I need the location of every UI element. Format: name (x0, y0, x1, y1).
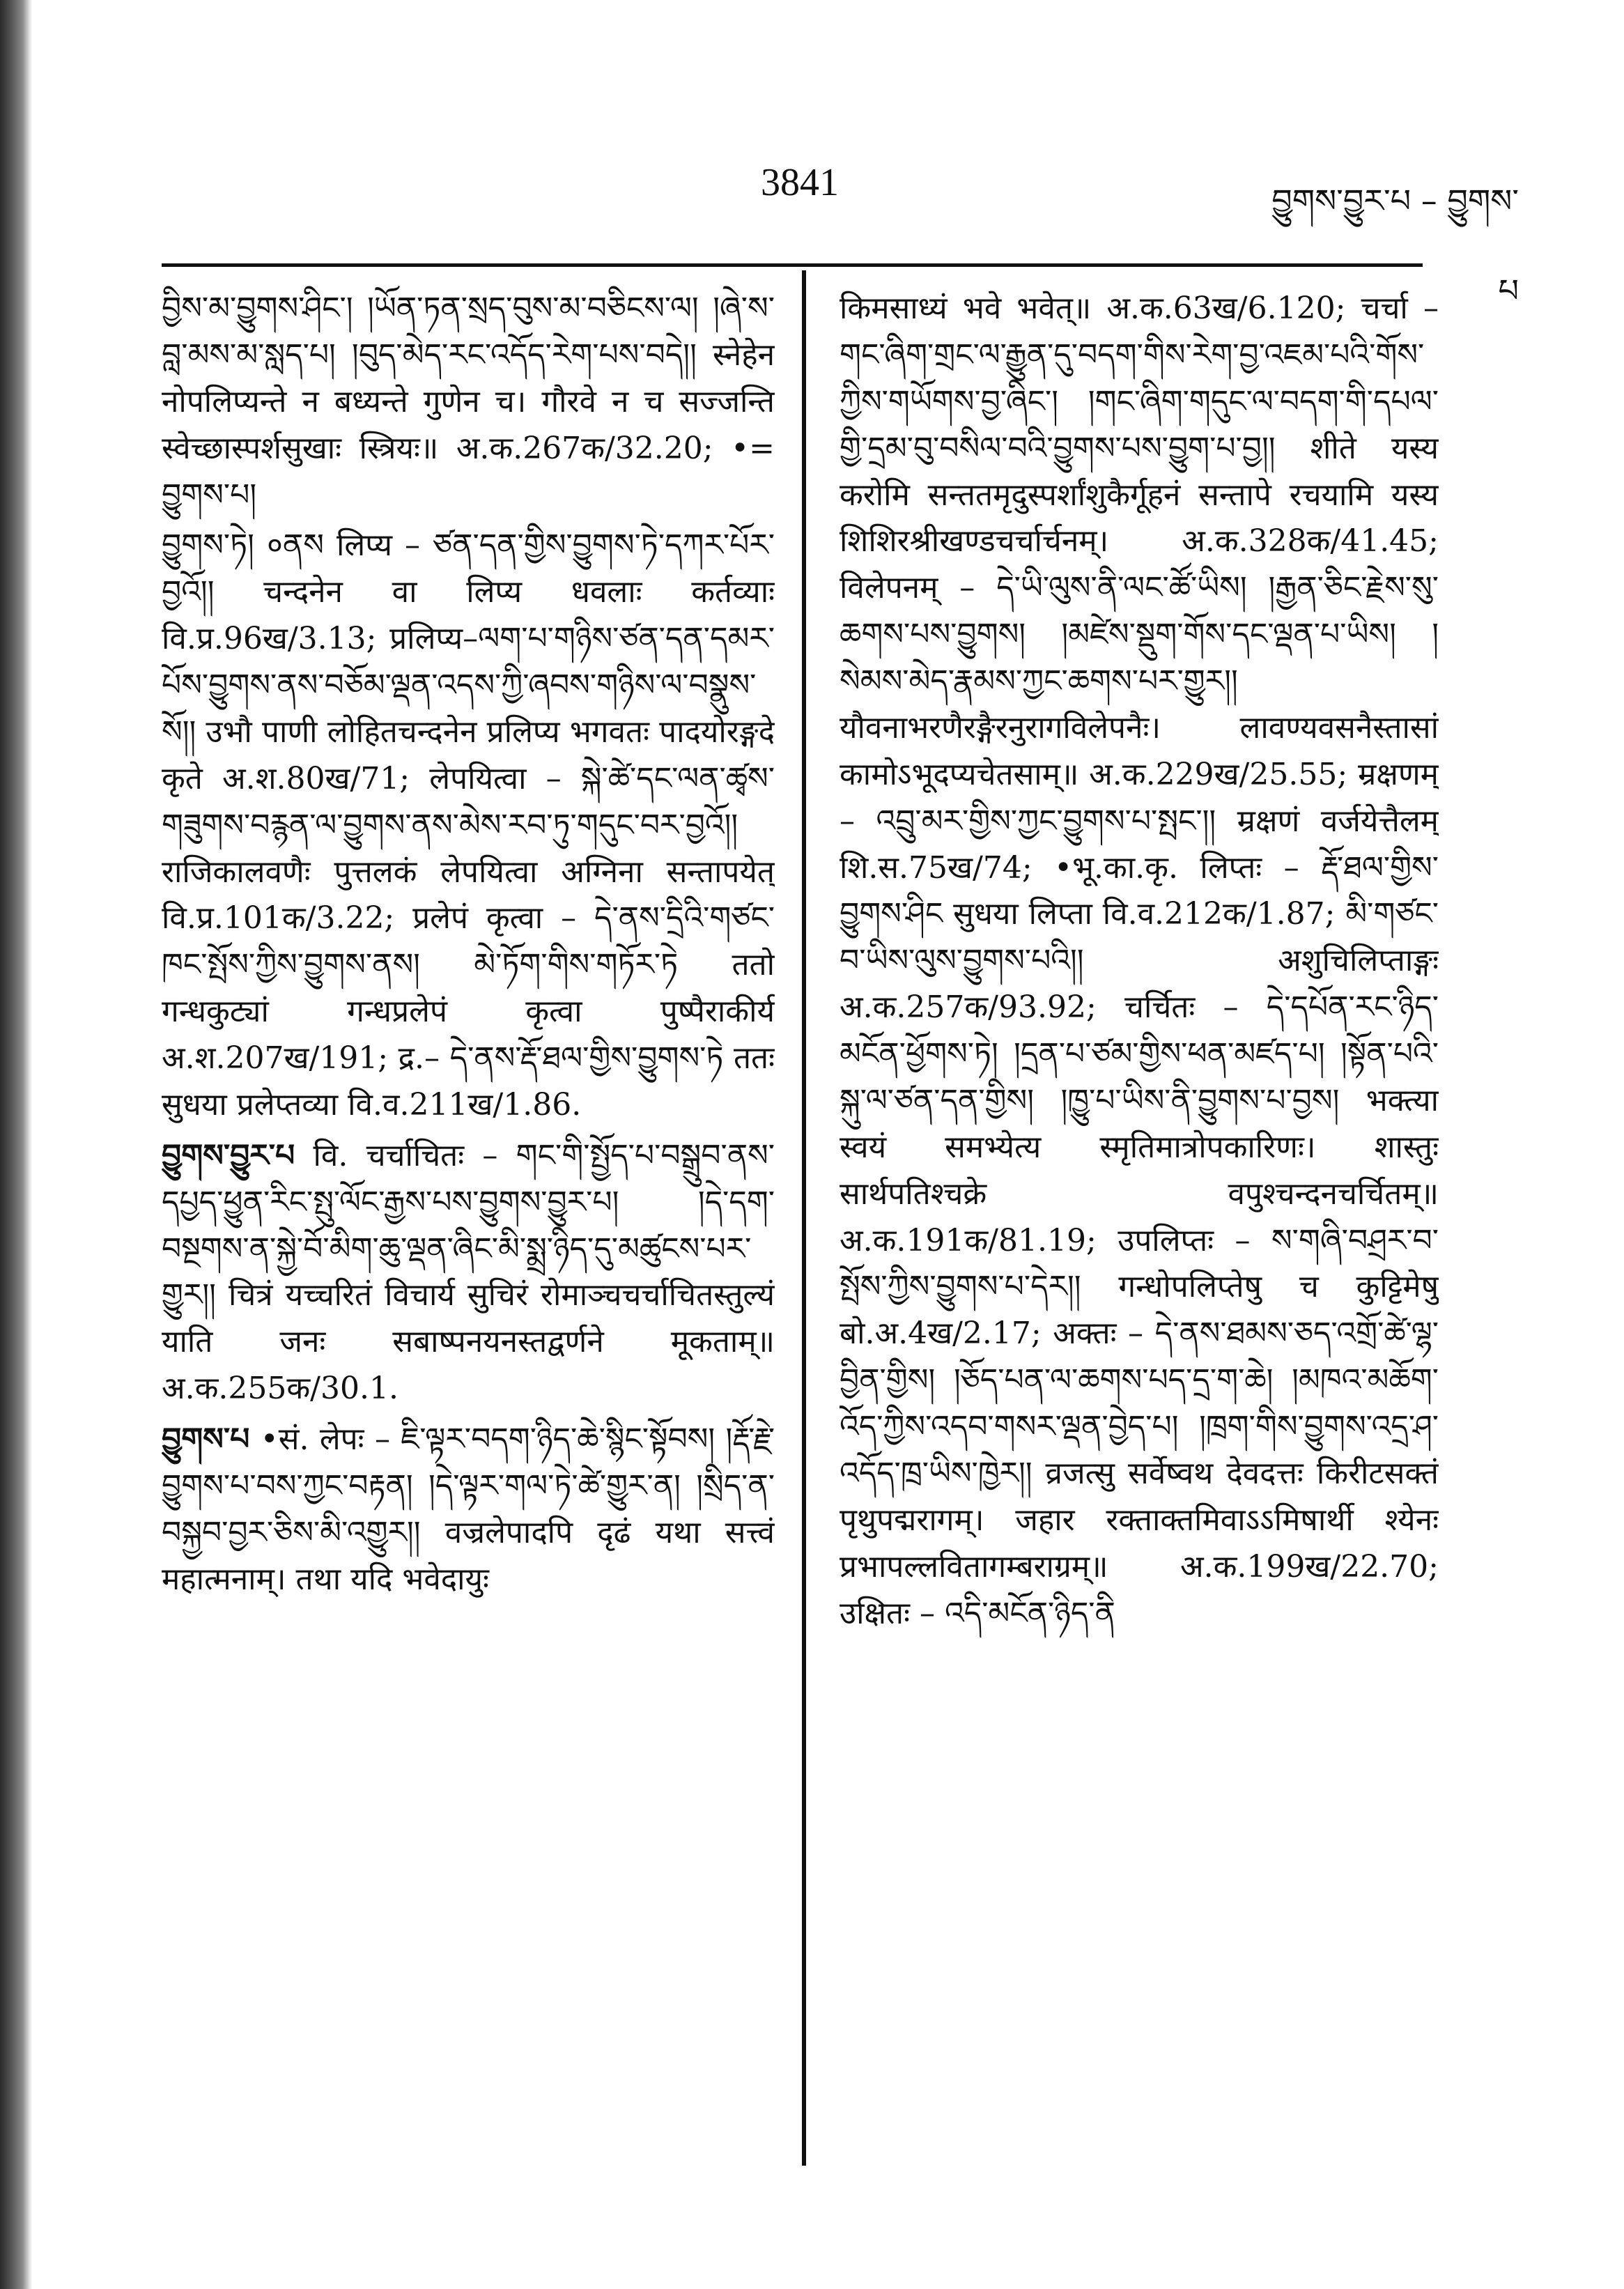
entry (162, 1417, 775, 1603)
entry (162, 286, 775, 518)
right-column (840, 286, 1439, 2153)
entry-body: བྱིས་མ་བྱུགས་ཤིང་། །ཡོན་ཏན་སྲད་བུས་མ་བཅིངས་ལ། །ཞེ་ས་བླ་མས་མ་སླད་པ། །བུད་མེད་རང་འདོད་རེག་པས་བདེ།། स्नेहेन नोपलिप्यन्ते न बध्यन्ते गुणेन च। गौरवे न च सज्जन्ति स्वेच्छास्पर्शसुखाः स्त्रियः॥ अ.क.267क/32.20; •= བྱུགས་པ། (162, 291, 775, 513)
entry-body: किमसाध्यं भवे भवेत्॥ अ.क.63ख/6.120; चर्चा – གང་ཞིག་གྲང་ལ་རྒྱུན་དུ་བདག་གིས་རེག་བྱ་འཇམ་པའི་གོས་ཀྱིས་གཡོགས་བྱ་ཞིང་། །གང་ཞིག་གདུང་ལ་བདག་གི་དཔལ་གྱི་དྲམ་བུ་བསིལ་བའི་བྱུགས་པས་བྱུག་པ་བྱ།། शीते यस्य करोमि सन्ततमृदुस्पर्शांशुकैर्गूहनं सन्तापे रचयामि यस्य शिशिरश्रीखण्डचर्चार्चनम्। अ.क.328क/41.45; विलेपनम् – དེ་ཡི་ལུས་ནི་ལང་ཚོ་ཡིས། །རྒྱན་ཅིང་རྗེས་སུ་ཆགས་པས་བྱུགས། །མཛེས་སྡུག་གོས་དང་ལྡན་པ་ཡིས། །སེམས་མེད་རྣམས་ཀྱང་ཆགས་པར་གྱུར།། यौवनाभरणैरङ्गैरनुरागविलेपनैः। लावण्यवसनैस्तासां कामोऽभूदप्यचेतसाम्॥ अ.क.229ख/25.55; म्रक्षणम् – འབྲུ་མར་གྱིས་ཀྱང་བྱུགས་པ་སྤང་།། म्रक्षणं वर्जयेत्तैलम् शि.स.75ख/74; •भू.का.कृ. लिप्तः – རྡོ་ཐལ་གྱིས་བྱུགས་ཤིང सुधया लिप्ता वि.व.212क/1.87; མི་གཙང་བ་ཡིས་ལུས་བྱུགས་པའི།། अशुचिलिप्ताङ्गः अ.क.257क/93.92; चर्चितः – དེ་དཔོན་རང་ཉིད་མངོན་ཕྱོགས་ཏེ། །དྲན་པ་ཙམ་གྱིས་ཕན་མཛད་པ། །སྟོན་པའི་སྐུ་ལ་ཙན་དན་གྱིས། །ཁྱུ་པ་ཡིས་ནི་བྱུགས་པ་བྱས། भक्त्या स्वयं समभ्येत्य स्मृतिमात्रोपकारिणः। शास्तुः सार्थपतिश्चक्रे वपुश्चन्दनचर्चितम्॥ अ.क.191क/81.19; उपलिप्तः – ས་གཞི་བཤྲར་བ་སྤོས་ཀྱིས་བྱུགས་པ་དེར།། गन्धोपलिप्तेषु च कुट्टिमेषु बो.अ.4ख/2.17; अक्तः – དེ་ནས་ཐམས་ཅད་འགྲོ་ཚེ་ལྷ་བྱིན་གྱིས། །ཅོད་པན་ལ་ཆགས་པད་དྲ་ག་ཆེ། །མཁའ་མཆོག་འོད་ཀྱིས་འདབ་གསར་ལྡན་བྱེད་པ། །ཁྲག་གིས་བྱུགས་འདྲ་ཤ་འདོད་ཁྲ་ཡིས་ཁྱེར།། व्रजत्सु सर्वेष्वथ देवदत्तः किरीटसक्तं पृथुपद्मरागम्। जहार रक्ताक्तमिवाऽऽमिषार्थी श्येनः प्रभापल्लवितागम्बराग्रम्॥ अ.क.199ख/22.70; उक्षितः – འདི་མངོན་ཉིད་ནི (840, 291, 1439, 1631)
entry-lemma: བྱུགས་པ (162, 1421, 250, 1457)
entry-body: वि. चर्चाचितः – གང་གི་སྤྱོད་པ་བསྒྲུབ་ནས་དཔྱད་ཕྱུན་རིང་སྤུ་ལོང་རྒྱས་པས་བྱུགས་བྱུར་པ། །དེ་དག་བསྔགས་ན་སྐྱེ་བོ་མིག་ཆུ་ལྡན་ཞིང་མི་སྨྲ་ཉིད་དུ་མཚུངས་པར་གྱུར།། चित्रं यच्चरितं विचार्य सुचिरं रोमाञ्चचर्चाचितस्तुल्यं याति जनः सबाष्पनयनस्तद्वर्णने मूकताम्॥ अ.क.255क/30.1. (162, 1137, 775, 1407)
scan-edge-shadow (0, 0, 32, 2289)
column-divider (802, 270, 806, 2166)
entry-body: བྱུགས་ཏེ། ०ནས लिप्य – ཙན་དན་གྱིས་བྱུགས་ཏེ་དཀར་པོར་བྱའོ།། चन्दनेन वा लिप्य धवलाः कर्तव्याः वि.प्र.96ख/3.13; प्रलिप्य–ལག་པ་གཉིས་ཙན་དན་དམར་པོས་བྱུགས་ནས་བཅོམ་ལྡན་འདས་ཀྱི་ཞབས་གཉིས་ལ་བསྣུས་སོ།། उभौ पाणी लोहितचन्दनेन प्रलिप्य भगवतः पादयोरङ्गदे कृते अ.श.80ख/71; लेपयित्वा – སྐེ་ཚེ་དང་ལན་ཚྭས་གཟུགས་བརྙན་ལ་བྱུགས་ནས་མེས་རབ་ཏུ་གདུང་བར་བྱའོ།། राजिकालवणैः पुत्तलकं लेपयित्वा अग्निना सन्तापयेत् वि.प्र.101क/3.22; प्रलेपं कृत्वा – དེ་ནས་དྲིའི་གཙང་ཁང་སྤོས་ཀྱིས་བྱུགས་ནས། མེ་ཏོག་གིས་གཏོར་ཏེ ततो गन्धकुट्यां गन्धप्रलेपं कृत्वा पुष्पैराकीर्य अ.श.207ख/191; द्र.– དེ་ནས་རྡོ་ཐལ་གྱིས་བྱུགས་ཏེ ततः सुधया प्रलेप्तव्या वि.व.211ख/1.86. (162, 527, 775, 1123)
left-column (162, 286, 775, 2153)
page-number: 3841 (761, 161, 839, 204)
entry (840, 286, 1439, 1637)
header-rule (162, 263, 1423, 267)
entry (162, 523, 775, 1128)
running-head: བྱུགས་བྱུར་པ – བྱུགས་པ (1271, 182, 1519, 309)
entry-body: •सं. लेपः – ཇི་ལྟར་བདག་ཉིད་ཆེ་སྙིང་སྟོབས། །རྡོ་རྗེ་བྱུགས་པ་བས་ཀྱང་བརྟན། །དེ་ལྟར་གལ་ཏེ་ཚེ་གྱུར་ན། །སྲིད་ན་བསྐྱབ་བྱར་ཅིས་མི་འགྱུར།། वज्रलेपादपि दृढं यथा सत्त्वं महात्मनाम्। तथा यदि भवेदायुः (162, 1421, 775, 1597)
entry (162, 1133, 775, 1412)
entry-lemma: བྱུགས་བྱུར་པ (162, 1137, 295, 1173)
